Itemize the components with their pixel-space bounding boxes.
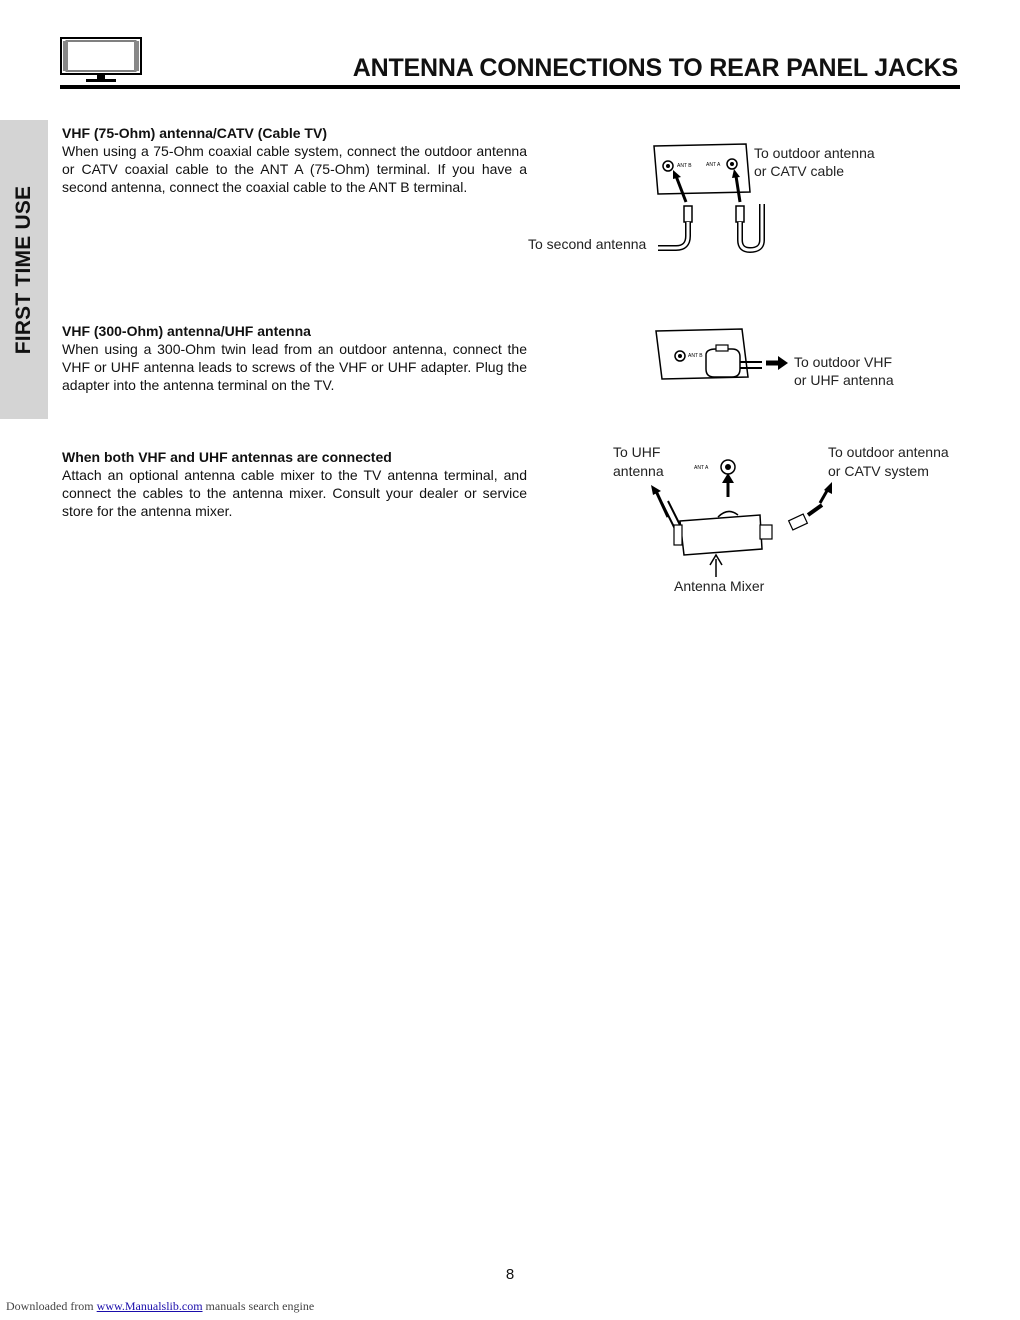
section-body: Attach an optional antenna cable mixer to the TV antenna terminal, and connect the cables to the antenna mixer. Consult your dealer or service store for the antenna mixer. <box>62 467 527 519</box>
label-catv-cable: or CATV cable <box>754 163 844 179</box>
section-300-ohm <box>62 322 527 394</box>
jack-label-ant-a: ANT A <box>694 465 709 471</box>
tv-icon <box>60 37 142 83</box>
title-divider <box>60 85 960 89</box>
section-body: When using a 300-Ohm twin lead from an outdoor antenna, connect the VHF or UHF antenna leads to screws of the VHF or UHF adapter. Plug the adapter into the antenna terminal on the TV. <box>62 341 527 393</box>
section-75-ohm <box>62 124 527 196</box>
manualslib-link[interactable]: www.Manualslib.com <box>96 1299 203 1313</box>
page-number: 8 <box>505 1266 515 1283</box>
side-tab <box>0 120 48 419</box>
diagram-300-ohm-adapter <box>650 325 800 385</box>
adapter <box>706 349 740 377</box>
jack-label-ant-a: ANT A <box>706 162 721 168</box>
footer-suffix: manuals search engine <box>202 1299 315 1313</box>
jack-label-ant-b: ANT B <box>688 353 703 359</box>
label-to-uhf: To UHF <box>613 444 661 460</box>
section-vhf-uhf-mixer <box>62 448 527 520</box>
label-outdoor-vhf: To outdoor VHF <box>794 354 893 370</box>
page-title: ANTENNA CONNECTIONS TO REAR PANEL JACKS <box>352 54 958 82</box>
section-heading: When both VHF and UHF antennas are connected <box>62 449 392 465</box>
antenna-mixer <box>680 515 762 555</box>
side-tab-label: FIRST TIME USE <box>12 185 35 355</box>
section-heading: VHF (300-Ohm) antenna/UHF antenna <box>62 323 311 339</box>
label-uhf-antenna: or UHF antenna <box>794 372 894 388</box>
label-outdoor-antenna: To outdoor antenna <box>754 145 875 161</box>
section-heading: VHF (75-Ohm) antenna/CATV (Cable TV) <box>62 125 327 141</box>
label-catv-system: or CATV system <box>828 463 929 479</box>
label-antenna-mixer: Antenna Mixer <box>674 578 765 594</box>
jack-label-ant-b: ANT B <box>677 163 692 169</box>
download-footer <box>6 1299 314 1314</box>
section-body: When using a 75-Ohm coaxial cable system, connect the outdoor antenna or CATV coaxial cable to the ANT A (75-Ohm) terminal. If you have a second antenna, connect the coaxial cable to the ANT B terminal. <box>62 143 527 195</box>
diagram-antenna-mixer <box>640 455 830 580</box>
footer-prefix: Downloaded from <box>6 1299 97 1313</box>
label-second-antenna: To second antenna <box>528 236 647 252</box>
label-uhf-antenna: antenna <box>613 463 664 479</box>
label-outdoor-antenna: To outdoor antenna <box>828 444 949 460</box>
